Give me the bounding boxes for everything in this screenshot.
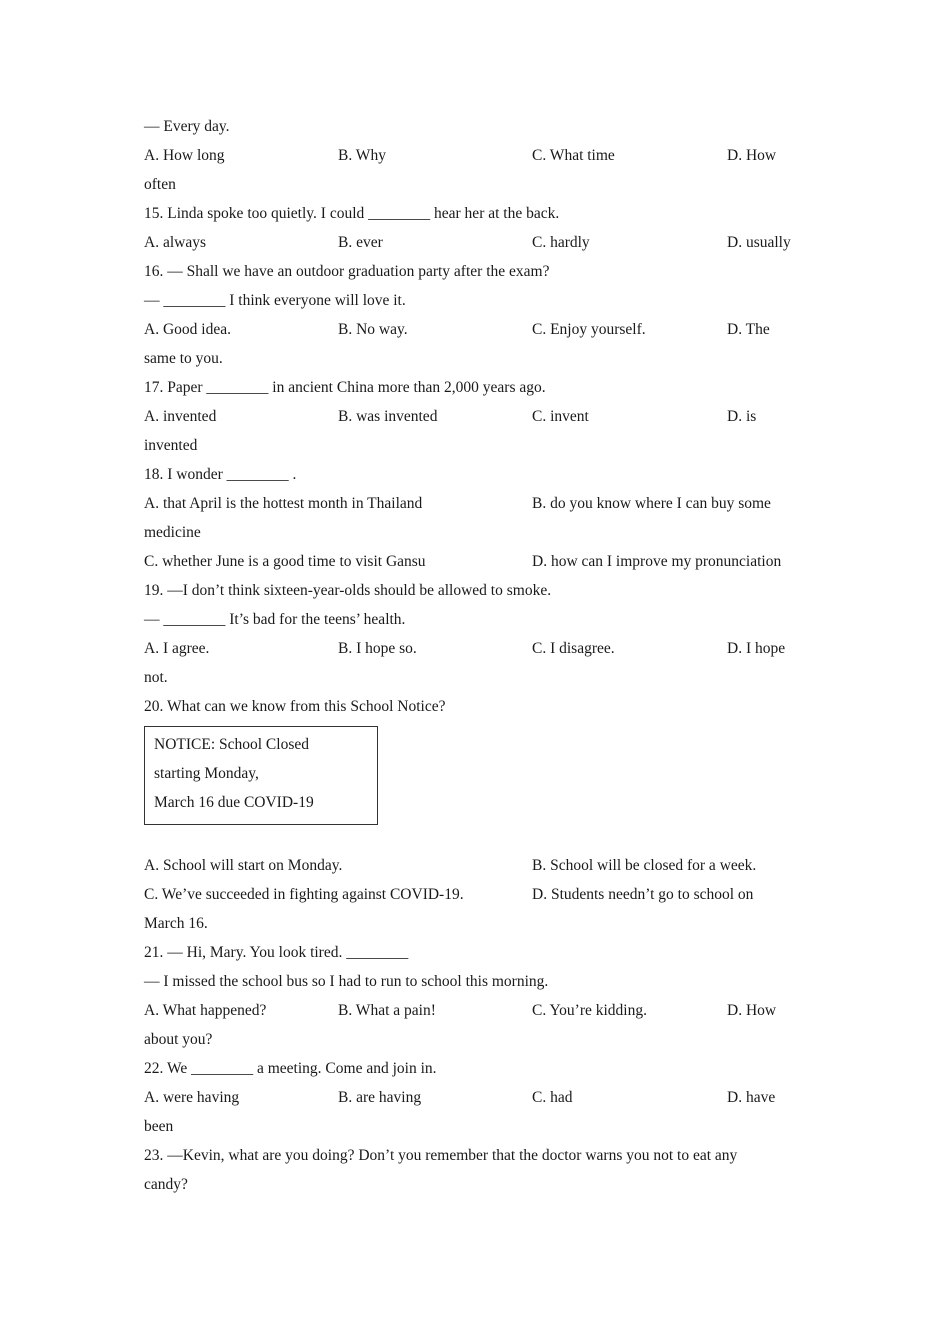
q14-option-b: B. Why (338, 147, 386, 164)
school-notice-box (144, 726, 378, 825)
q16-question: 16. — Shall we have an outdoor graduation party after the exam? (144, 263, 550, 280)
q18-option-d: D. how can I improve my pronunciation (532, 553, 782, 570)
q17-option-a: A. invented (144, 408, 217, 425)
q21-reply: — I missed the school bus so I had to run to school this morning. (144, 973, 549, 990)
q15-option-a: A. always (144, 234, 206, 251)
q18-options-ab (144, 489, 824, 518)
q19-reply: — ________ It’s bad for the teens’ health. (144, 611, 406, 628)
q21-option-c: C. You’re kidding. (532, 1002, 647, 1019)
q16-options (144, 315, 824, 344)
q20-option-a: A. School will start on Monday. (144, 857, 343, 874)
q20-option-b: B. School will be closed for a week. (532, 857, 757, 874)
q21-question: 21. — Hi, Mary. You look tired. ________ (144, 944, 409, 961)
q16-option-a: A. Good idea. (144, 321, 231, 338)
q17-question: 17. Paper ________ in ancient China more than 2,000 years ago. (144, 379, 546, 396)
q15-option-d: D. usually (727, 234, 791, 251)
q18-question: 18. I wonder ________ . (144, 466, 297, 483)
q21-option-d: D. How (727, 1002, 777, 1019)
q18-option-b: B. do you know where I can buy some (532, 495, 771, 512)
q22-option-c: C. had (532, 1089, 573, 1106)
q15-options (144, 228, 824, 257)
q19-option-d-continued: not. (144, 669, 168, 686)
q14-answer-line: — Every day. (144, 118, 230, 135)
q21-option-a: A. What happened? (144, 1002, 267, 1019)
q15-option-b: B. ever (338, 234, 383, 251)
notice-line-3: March 16 due COVID-19 (154, 794, 314, 811)
exam-page (144, 112, 824, 1199)
q19-option-a: A. I agree. (144, 640, 210, 657)
q23-question-continued: candy? (144, 1176, 188, 1193)
q16-option-d: D. The (727, 321, 770, 338)
q19-option-d: D. I hope (727, 640, 786, 657)
q19-option-c: C. I disagree. (532, 640, 615, 657)
q22-option-b: B. are having (338, 1089, 422, 1106)
q15-question: 15. Linda spoke too quietly. I could ________ hear her at the back. (144, 205, 560, 222)
q14-option-a: A. How long (144, 147, 225, 164)
q16-option-b: B. No way. (338, 321, 408, 338)
q21-option-d-continued: about you? (144, 1031, 213, 1048)
q20-options-ab (144, 851, 824, 880)
q20-question: 20. What can we know from this School Notice? (144, 698, 446, 715)
q22-option-d-continued: been (144, 1118, 174, 1135)
q17-option-c: C. invent (532, 408, 589, 425)
q23-question: 23. —Kevin, what are you doing? Don’t you remember that the doctor warns you not to eat any (144, 1147, 738, 1164)
q18-option-a: A. that April is the hottest month in Thailand (144, 495, 423, 512)
q17-option-d: D. is (727, 408, 757, 425)
q19-option-b: B. I hope so. (338, 640, 417, 657)
q22-option-a: A. were having (144, 1089, 240, 1106)
q16-reply: — ________ I think everyone will love it. (144, 292, 406, 309)
spacer (144, 825, 824, 851)
q22-options (144, 1083, 824, 1112)
q17-option-b: B. was invented (338, 408, 438, 425)
q22-question: 22. We ________ a meeting. Come and join in. (144, 1060, 437, 1077)
q16-option-d-continued: same to you. (144, 350, 223, 367)
q18-option-b-continued: medicine (144, 524, 201, 541)
q14-option-d: D. How (727, 147, 777, 164)
q14-options (144, 141, 824, 170)
q20-options-cd (144, 880, 824, 909)
q20-option-d-continued: March 16. (144, 915, 208, 932)
q19-question: 19. —I don’t think sixteen-year-olds should be allowed to smoke. (144, 582, 552, 599)
q19-options (144, 634, 824, 663)
q21-options (144, 996, 824, 1025)
q15-option-c: C. hardly (532, 234, 590, 251)
notice-line-1: NOTICE: School Closed (154, 736, 309, 753)
q20-option-d: D. Students needn’t go to school on (532, 886, 754, 903)
q18-options-cd (144, 547, 824, 576)
q18-option-c: C. whether June is a good time to visit Gansu (144, 553, 426, 570)
q17-option-d-continued: invented (144, 437, 198, 454)
q20-option-c: C. We’ve succeeded in fighting against COVID-19. (144, 886, 464, 903)
q22-option-d: D. have (727, 1089, 776, 1106)
q14-option-c: C. What time (532, 147, 615, 164)
q21-option-b: B. What a pain! (338, 1002, 436, 1019)
q14-option-d-continued: often (144, 176, 176, 193)
q16-option-c: C. Enjoy yourself. (532, 321, 646, 338)
notice-line-2: starting Monday, (154, 765, 259, 782)
q17-options (144, 402, 824, 431)
